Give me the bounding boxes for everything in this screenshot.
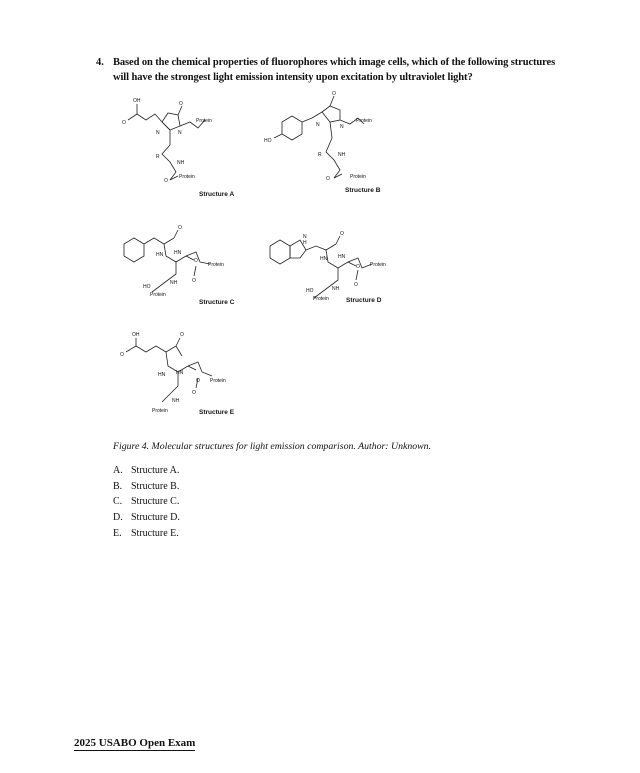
answer-choices bbox=[113, 463, 180, 542]
atom-label: O bbox=[326, 176, 330, 182]
structure-a-atoms bbox=[122, 98, 212, 184]
atom-label: HN bbox=[156, 252, 164, 258]
atom-label: O bbox=[192, 390, 196, 396]
atom-label: O bbox=[354, 282, 358, 288]
choice-text: Structure D. bbox=[131, 512, 180, 524]
atom-label: HN bbox=[158, 372, 166, 378]
atom-label: Protein bbox=[152, 408, 168, 414]
atom-label: Protein bbox=[179, 174, 195, 180]
atom-label: Protein bbox=[150, 292, 166, 298]
choice-letter: E. bbox=[113, 527, 122, 539]
atom-label: O bbox=[196, 378, 200, 384]
structure-a-label: Structure A bbox=[199, 191, 235, 198]
atom-label: N bbox=[340, 124, 344, 130]
question-text: Based on the chemical properties of fluorophores which image cells, which of the following structures will have the strongest light emission intensity upon excitation by ultraviolet light? bbox=[113, 57, 556, 83]
atom-label: O bbox=[178, 225, 182, 231]
choice-text: Structure C. bbox=[131, 496, 180, 508]
structure-e-drawing bbox=[126, 338, 212, 402]
choice-letter: C. bbox=[113, 496, 123, 508]
atom-label: O bbox=[340, 231, 344, 237]
atom-label: O bbox=[164, 178, 168, 184]
choice-letter: B. bbox=[113, 480, 123, 492]
structure-b-atoms bbox=[264, 91, 372, 182]
structure-c-label: Structure C bbox=[199, 299, 235, 306]
atom-label: NH bbox=[170, 280, 178, 286]
structure-a-drawing bbox=[128, 104, 205, 180]
structure-b-drawing bbox=[274, 96, 364, 178]
atom-label: OH bbox=[133, 98, 141, 104]
atom-label: O bbox=[122, 120, 126, 126]
choice-text: Structure E. bbox=[131, 527, 179, 539]
atom-label: O bbox=[179, 101, 183, 107]
atom-label: N bbox=[316, 122, 320, 128]
atom-label: O bbox=[332, 91, 336, 97]
atom-label: O bbox=[180, 332, 184, 338]
atom-label: Protein bbox=[313, 296, 329, 302]
choice-a[interactable] bbox=[113, 463, 180, 479]
choice-d[interactable] bbox=[113, 510, 180, 526]
atom-label: N bbox=[303, 234, 307, 240]
exam-footer: 2025 USABO Open Exam bbox=[74, 737, 196, 749]
atom-label: HO bbox=[264, 138, 272, 144]
atom-label: HO bbox=[143, 284, 151, 290]
structure-b-label: Structure B bbox=[345, 187, 381, 194]
atom-label: HN bbox=[176, 370, 184, 376]
atom-label: NH bbox=[177, 160, 185, 166]
atom-label: R bbox=[318, 152, 322, 158]
atom-label: Protein bbox=[370, 262, 386, 268]
atom-label: Protein bbox=[208, 262, 224, 268]
atom-label: N bbox=[178, 130, 182, 136]
atom-label: HO bbox=[306, 288, 314, 294]
structure-e-label: Structure E bbox=[199, 409, 235, 416]
atom-label: HN bbox=[174, 250, 182, 256]
atom-label: HN bbox=[320, 256, 328, 262]
atom-label: NH bbox=[172, 398, 180, 404]
choice-c[interactable] bbox=[113, 494, 180, 510]
atom-label: O bbox=[192, 278, 196, 284]
atom-label: Protein bbox=[210, 378, 226, 384]
structure-c-atoms bbox=[143, 225, 224, 298]
atom-label: Protein bbox=[350, 174, 366, 180]
choice-b[interactable] bbox=[113, 479, 180, 495]
atom-label: HN bbox=[338, 254, 346, 260]
choice-letter: A. bbox=[113, 465, 123, 476]
choice-letter: D. bbox=[113, 512, 123, 524]
atom-label: H bbox=[303, 240, 307, 246]
atom-label: Protein bbox=[356, 118, 372, 124]
atom-label: O bbox=[194, 258, 198, 264]
structure-d-label: Structure D bbox=[346, 297, 382, 304]
choice-text: Structure B. bbox=[131, 480, 180, 492]
figure-caption: Figure 4. Molecular structures for light emission comparison. Author: Unknown. bbox=[113, 441, 432, 452]
atom-label: NH bbox=[332, 286, 340, 292]
atom-label: OH bbox=[132, 332, 140, 338]
choice-text: Structure A. bbox=[131, 465, 180, 476]
atom-label: NH bbox=[338, 152, 346, 158]
atom-label: O bbox=[356, 264, 360, 270]
atom-label: N bbox=[156, 130, 160, 136]
atom-label: O bbox=[120, 352, 124, 358]
choice-e[interactable] bbox=[113, 526, 180, 542]
question-number: 4. bbox=[96, 57, 104, 68]
atom-label: R bbox=[156, 154, 160, 160]
atom-label: Protein bbox=[196, 118, 212, 124]
structure-d-atoms bbox=[303, 231, 386, 302]
